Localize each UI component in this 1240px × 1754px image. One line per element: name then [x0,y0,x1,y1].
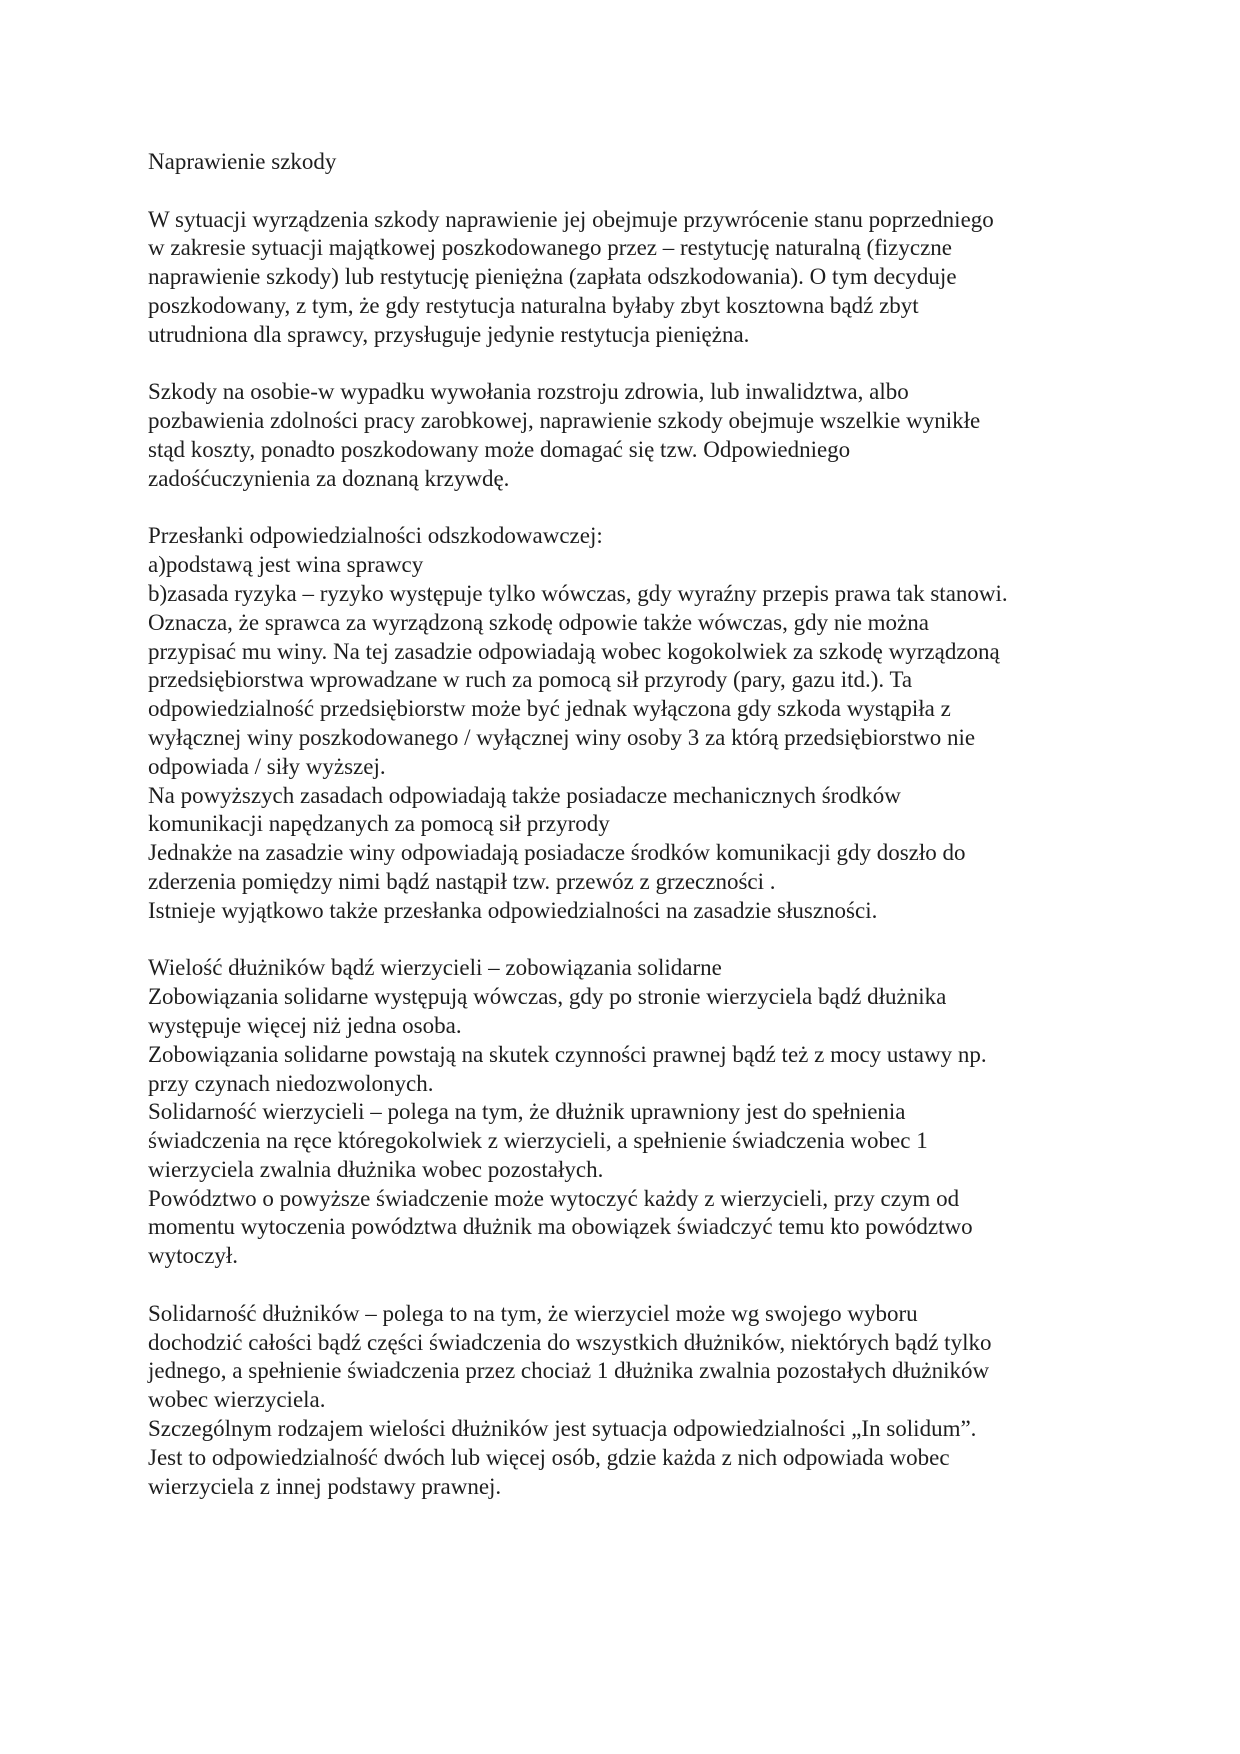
text-line: Istnieje wyjątkowo także przesłanka odpowiedzialności na zasadzie słuszności. [148,897,878,923]
text-line: dochodzić całości bądź części świadczenia do wszystkich dłużników, niektórych bądź tylko [148,1329,992,1355]
paragraph [148,1300,1108,1502]
paragraph [148,954,1108,1271]
text-line: zadośćuczynienia za doznaną krzywdę. [148,465,510,491]
text-line: jednego, a spełnienie świadczenia przez chociaż 1 dłużnika zwalnia pozostałych dłużników [148,1358,990,1384]
text-line: naprawienie szkody) lub restytucję pieniężna (zapłata odszkodowania). O tym decyduje [148,264,957,290]
text-line: wierzyciela z innej podstawy prawnej. [148,1473,502,1499]
text-line: Solidarność dłużników – polega to na tym, że wierzyciel może wg swojego wyboru [148,1300,918,1326]
text-line: przypisać mu winy. Na tej zasadzie odpowiadają wobec kogokolwiek za szkodę wyrządzoną [148,638,1000,664]
text-line: momentu wytoczenia powództwa dłużnik ma obowiązek świadczyć temu kto powództwo [148,1214,973,1240]
text-line: Jednakże na zasadzie winy odpowiadają posiadacze środków komunikacji gdy doszło do [148,840,966,866]
text-line: odpowiedzialność przedsiębiorstw może być jednak wyłączona gdy szkoda wystąpiła z [148,696,951,722]
text-line: Zobowiązania solidarne występują wówczas, gdy po stronie wierzyciela bądź dłużnika [148,984,947,1010]
text-line: Na powyższych zasadach odpowiadają także posiadacze mechanicznych środków [148,782,901,808]
text-line: przy czynach niedozwolonych. [148,1070,434,1096]
text-line: W sytuacji wyrządzenia szkody naprawienie jej obejmuje przywrócenie stanu poprzedniego [148,206,994,232]
text-line: Jest to odpowiedzialność dwóch lub więcej osób, gdzie każda z nich odpowiada wobec [148,1444,950,1470]
text-line: pozbawienia zdolności pracy zarobkowej, naprawienie szkody obejmuje wszelkie wynikłe [148,408,981,434]
text-line: wierzyciela zwalnia dłużnika wobec pozostałych. [148,1156,604,1182]
text-line: Szkody na osobie-w wypadku wywołania rozstroju zdrowia, lub inwalidztwa, albo [148,379,909,405]
paragraph [148,378,1108,493]
paragraph [148,206,1108,350]
text-line: Wielość dłużników bądź wierzycieli – zobowiązania solidarne [148,955,722,981]
paragraph [148,522,1108,925]
text-line: świadczenia na ręce któregokolwiek z wierzycieli, a spełnienie świadczenia wobec 1 [148,1128,928,1154]
text-line: Oznacza, że sprawca za wyrządzoną szkodę odpowie także wówczas, gdy nie można [148,609,929,635]
text-line: poszkodowany, z tym, że gdy restytucja naturalna byłaby zbyt kosztowna bądź zbyt [148,292,919,318]
text-line: zderzenia pomiędzy nimi bądź nastąpił tzw. przewóz z grzeczności . [148,868,776,894]
text-line: a)podstawą jest wina sprawcy [148,552,424,578]
text-line: stąd koszty, ponadto poszkodowany może domagać się tzw. Odpowiedniego [148,436,851,462]
text-line: wytoczył. [148,1243,239,1269]
document-body [148,148,1108,1530]
document-title: Naprawienie szkody [148,149,337,174]
text-line: w zakresie sytuacji majątkowej poszkodowanego przez – restytucję naturalną (fizyczne [148,235,953,261]
text-line: utrudniona dla sprawcy, przysługuje jedynie restytucja pieniężna. [148,321,750,347]
text-line: komunikacji napędzanych za pomocą sił przyrody [148,811,610,837]
text-line: wyłącznej winy poszkodowanego / wyłącznej winy osoby 3 za którą przedsiębiorstwo nie [148,724,976,750]
text-line: b)zasada ryzyka – ryzyko występuje tylko wówczas, gdy wyraźny przepis prawa tak stanowi. [148,580,1008,606]
text-line: Powództwo o powyższe świadczenie może wytoczyć każdy z wierzycieli, przy czym od [148,1185,960,1211]
text-line: wobec wierzyciela. [148,1387,326,1413]
text-line: występuje więcej niż jedna osoba. [148,1012,462,1038]
paragraph-list [148,206,1108,1502]
text-line: odpowiada / siły wyższej. [148,753,386,779]
text-line: Zobowiązania solidarne powstają na skutek czynności prawnej bądź też z mocy ustawy np. [148,1041,987,1067]
text-line: Przesłanki odpowiedzialności odszkodowawczej: [148,523,603,549]
text-line: Solidarność wierzycieli – polega na tym, że dłużnik uprawniony jest do spełnienia [148,1099,906,1125]
text-line: przedsiębiorstwa wprowadzane w ruch za pomocą sił przyrody (pary, gazu itd.). Ta [148,667,913,693]
text-line: Szczególnym rodzajem wielości dłużników jest sytuacja odpowiedzialności „In solidum”. [148,1416,977,1442]
